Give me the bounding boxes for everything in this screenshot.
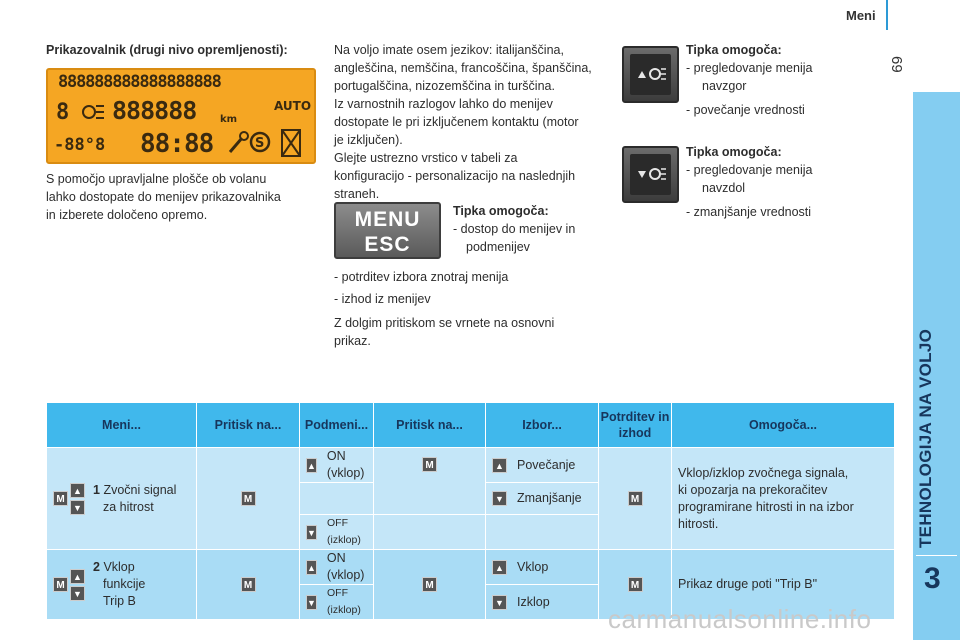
down-key-image [622, 146, 679, 203]
up-arrow-icon: ▲ [70, 569, 85, 584]
wrench-icon [230, 132, 248, 152]
table-row [47, 550, 895, 585]
selection-cell: ▲ Povečanje [486, 448, 599, 483]
languages-paragraph: Na voljo imate osem jezikov: italijanščina, angleščina, nemščina, francoščina, španščina, portugalščina, nizozemščina in turščina. Iz varnostnih razlogov lahko do menijev dostopate le pri izklјučenem kontaktu (motor je izključen). Glejte ustrezno vrstico v tabeli za konfiguracijo - personalizacijo na naslednjih straneh. [334, 43, 592, 201]
lcd-temperature: -88°8 [54, 135, 106, 155]
col-header-submenu: Podmeni... [300, 403, 374, 448]
nav-keys [53, 569, 85, 601]
watermark: carmanualsonline.info [608, 604, 872, 634]
lcd-odometer: 888888 [112, 96, 197, 125]
selection-cell: ▼ Izklop [486, 585, 599, 620]
press-cell [197, 448, 300, 550]
submenu-cell: ▲ ON (vklop) [300, 448, 374, 483]
selection-cell: ▲ Vklop [486, 550, 599, 585]
up-arrow-icon: ▲ [492, 560, 507, 575]
menu-table [46, 402, 895, 620]
menu-key-icon: M [241, 491, 256, 506]
submenu-cell: ▲ ON (vklop) [300, 550, 374, 585]
table-header-row [47, 403, 895, 448]
down-arrow-icon: ▼ [70, 500, 85, 515]
display-heading: Prikazovalnik (drugi nivo opremljenosti): [46, 43, 288, 57]
chapter-number: 3 [924, 562, 941, 595]
selection-cell: ▼ Zmanjšanje [486, 483, 599, 515]
svg-text:S: S [255, 136, 265, 151]
nav-keys [53, 483, 85, 515]
submenu-cell: ▼ OFF (izklop) [300, 585, 374, 620]
up-arrow-icon: ▲ [306, 458, 317, 473]
page-number: 69 [888, 56, 905, 73]
up-lamp-icon [630, 54, 671, 95]
down-arrow-icon: ▼ [306, 595, 317, 610]
menu-key-icon: M [628, 491, 643, 506]
table-row [47, 448, 895, 483]
submenu-cell: ▼ OFF (izklop) [300, 515, 374, 550]
menu-key-icon: M [628, 577, 643, 592]
confirm-cell [599, 448, 672, 550]
up-arrow-icon: ▲ [306, 560, 317, 575]
selection-cell-empty [486, 515, 599, 550]
submenu-cell-empty [300, 483, 374, 515]
menu-key-icon: M [422, 577, 437, 592]
lamp-icon [83, 106, 104, 118]
lcd-mid-left: 8 [56, 100, 70, 125]
lcd-auto: AUTO [274, 99, 312, 113]
col-header-enables: Omogoča... [672, 403, 895, 448]
page-header-title: Meni [846, 8, 876, 23]
description-cell: Prikaz druge poti "Trip B" [672, 550, 895, 620]
col-header-confirm: Potrditev in izhod [599, 403, 672, 448]
down-key-description: Tipka omogoča: - pregledovanje menija navzdol - zmanjšanje vrednosti [686, 145, 813, 219]
description-cell: Vklop/izklop zvočnega signala, ki opozarja na prekoračitev programirane hitrosti in na izbor hitrosti. [672, 448, 895, 550]
press-cell-2 [374, 550, 486, 620]
header-divider [886, 0, 888, 30]
press-cell-2 [374, 448, 486, 515]
menu-esc-button-image: MENU ESC [334, 202, 441, 259]
down-lamp-icon [630, 154, 671, 195]
intro-paragraph: S pomočjo upravljalne plošče ob volanu lahko dostopate do menijev prikazovalnika in izberete določeno opremo. [46, 172, 281, 222]
press-cell [197, 550, 300, 620]
service-icon [251, 133, 269, 151]
col-header-press-2: Pritisk na... [374, 403, 486, 448]
up-key-image [622, 46, 679, 103]
up-arrow-icon: ▲ [70, 483, 85, 498]
down-arrow-icon: ▼ [70, 586, 85, 601]
menu-key-icon: M [241, 577, 256, 592]
menu-key-icon: M [53, 577, 68, 592]
up-key-description: Tipka omogoča: - pregledovanje menija navzgor - povečanje vrednosti [686, 43, 813, 117]
col-header-press: Pritisk na... [197, 403, 300, 448]
col-header-selection: Izbor... [486, 403, 599, 448]
col-header-menu: Meni... [47, 403, 197, 448]
lcd-km: km [220, 114, 238, 125]
menu-key-icon: M [53, 491, 68, 506]
long-press-note: Z dolgim pritiskom se vrnete na osnovni prikaz. [334, 316, 555, 348]
down-arrow-icon: ▼ [306, 525, 317, 540]
lcd-top-segments: 888888888888888888 [58, 72, 221, 92]
chapter-divider [916, 555, 957, 556]
down-arrow-icon: ▼ [492, 491, 507, 506]
menu-key-items: - potrditev izbora znotraj menija - izhod iz menijev [334, 270, 509, 306]
lcd-display-image [46, 68, 316, 164]
up-arrow-icon: ▲ [492, 458, 507, 473]
lcd-clock: 88:88 [140, 129, 214, 159]
menu-key-icon: M [422, 457, 437, 472]
down-arrow-icon: ▼ [492, 595, 507, 610]
menu-cell-speed-signal: M ▲ ▼ 1 Zvočni signal za hitrost [47, 448, 197, 550]
menu-key-description: Tipka omogoča: - dostop do menijev in podmenijev [453, 204, 576, 254]
seat-belt-icon [282, 130, 300, 156]
press-cell-empty [374, 515, 486, 550]
menu-cell-trip-b: M ▲ ▼ 2 Vklop funkcije Trip B [47, 550, 197, 620]
